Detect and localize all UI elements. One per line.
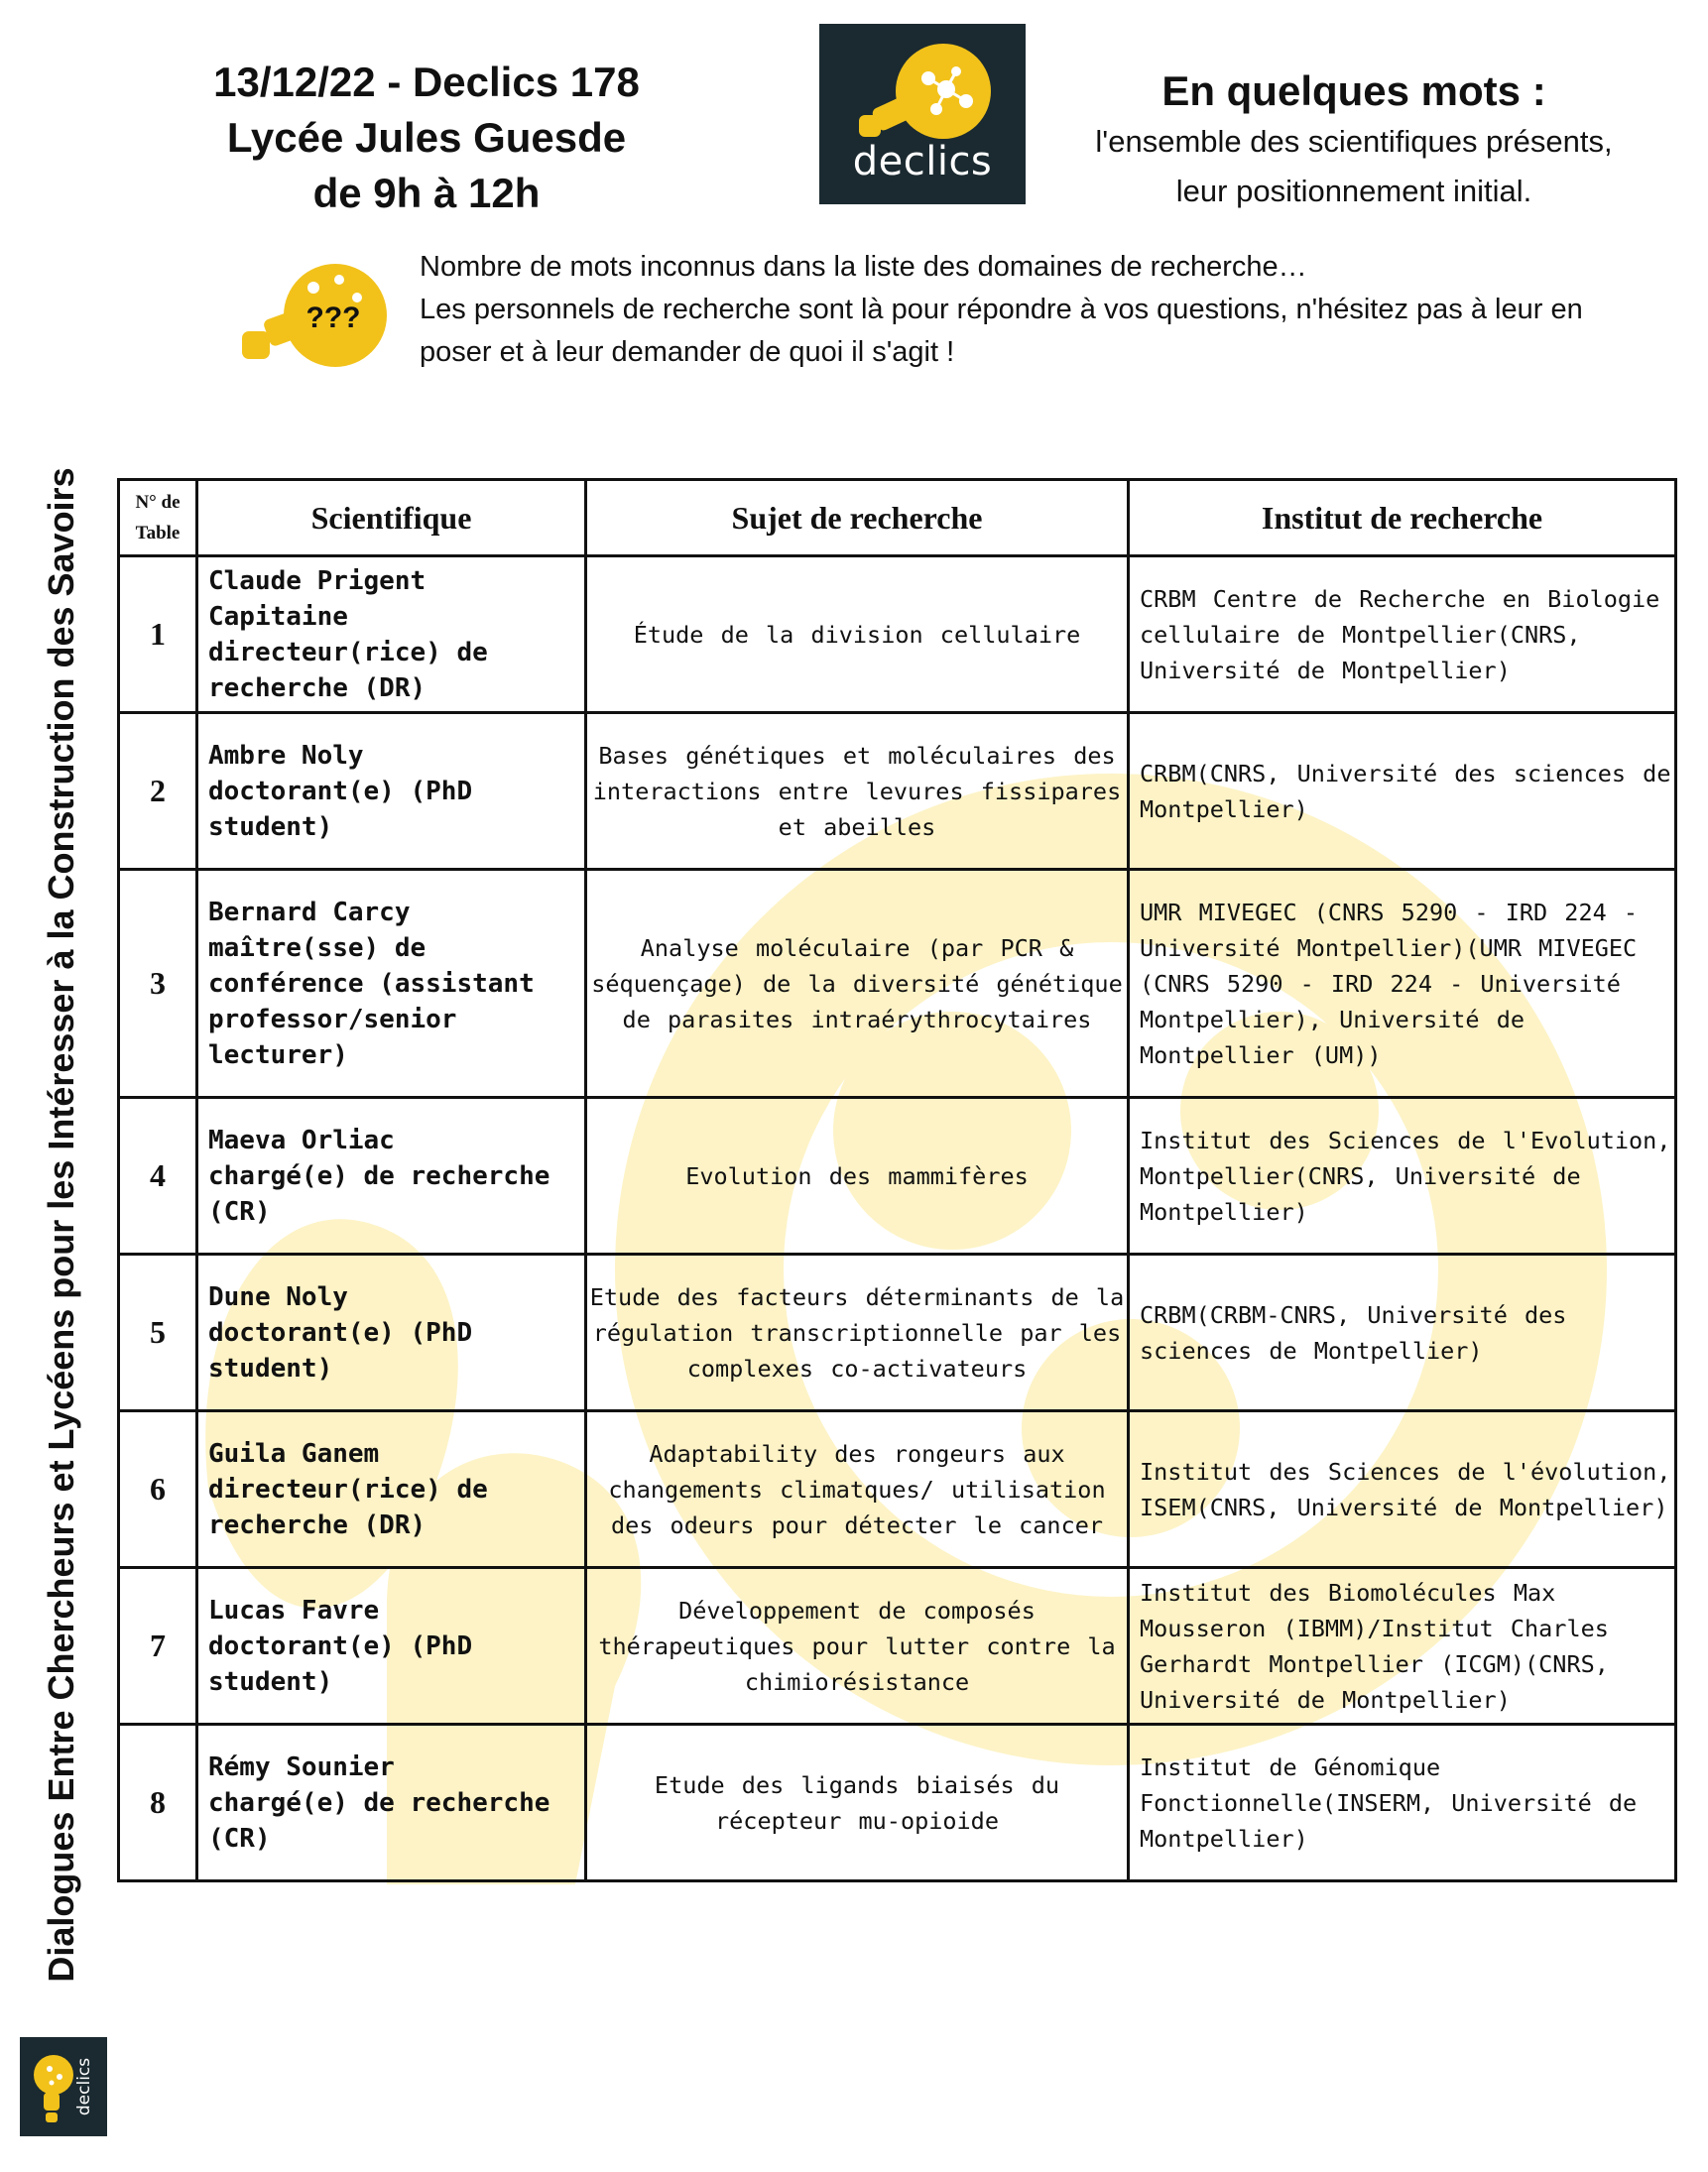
scientist-cell [197, 1725, 586, 1881]
scientist-cell [197, 1098, 586, 1255]
header-institute: Institut de recherche [1129, 480, 1676, 556]
scientist-name: Dune Noly [208, 1281, 348, 1312]
table-number: 6 [119, 1411, 197, 1568]
event-time: de 9h à 12h [312, 170, 541, 216]
research-institute: CRBM(CNRS, Université des sciences de Montpellier) [1129, 713, 1676, 870]
question-bulb-icon [236, 262, 393, 369]
event-info [169, 55, 684, 221]
table-row [119, 1098, 1676, 1255]
header-table-number [119, 480, 197, 556]
scientist-role: doctorant(e) (PhD student) [208, 1317, 473, 1384]
table-number: 8 [119, 1725, 197, 1881]
summary-title: En quelques mots : [1161, 67, 1546, 114]
side-title: Dialogues Entre Chercheurs et Lycéens pour les Intéresser à la Construction des Savoirs [41, 467, 81, 1983]
summary-text [1056, 117, 1651, 216]
research-topic: Bases génétiques et moléculaires des interactions entre levures fissipares et abeilles [586, 713, 1129, 870]
scientist-name: Maeva Orliac [208, 1125, 395, 1155]
table-number: 2 [119, 713, 197, 870]
scientist-name: Guila Ganem [208, 1438, 380, 1469]
note-text [420, 246, 1659, 374]
table-row [119, 713, 1676, 870]
research-institute: Institut des Sciences de l'évolution, ISEM(CNRS, Université de Montpellier) [1129, 1411, 1676, 1568]
research-institute: Institut de Génomique Fonctionnelle(INSERM, Université de Montpellier) [1129, 1725, 1676, 1881]
research-institute: Institut des Sciences de l'Evolution, Montpellier(CNRS, Université de Montpellier) [1129, 1098, 1676, 1255]
scientist-name: Bernard Carcy [208, 897, 411, 927]
research-topic: Développement de composés thérapeutiques pour lutter contre la chimiorésistance [586, 1568, 1129, 1725]
table-number: 5 [119, 1255, 197, 1411]
scientist-role: doctorant(e) (PhD student) [208, 776, 473, 842]
research-topic: Etude des ligands biaisés du récepteur mu-opioide [586, 1725, 1129, 1881]
scientist-cell [197, 1255, 586, 1411]
table-number: 7 [119, 1568, 197, 1725]
note-line: Nombre de mots inconnus dans la liste des domaines de recherche… [420, 251, 1307, 283]
research-topic: Evolution des mammifères [586, 1098, 1129, 1255]
header-scientist: Scientifique [197, 480, 586, 556]
table-row [119, 870, 1676, 1098]
header-topic: Sujet de recherche [586, 480, 1129, 556]
scientist-role: directeur(rice) de recherche (DR) [208, 637, 488, 703]
scientist-cell [197, 556, 586, 713]
header-num-line: N° de [135, 492, 181, 513]
summary-line: l'ensemble des scientifiques présents, [1095, 124, 1613, 159]
summary-line: leur positionnement initial. [1175, 174, 1532, 208]
table-number: 4 [119, 1098, 197, 1255]
scientist-name: Claude Prigent Capitaine [208, 565, 427, 632]
event-location: Lycée Jules Guesde [226, 114, 627, 161]
scientist-role: chargé(e) de recherche (CR) [208, 1787, 550, 1854]
table-row [119, 1411, 1676, 1568]
scientists-table [117, 478, 1677, 1882]
table-header-row [119, 480, 1676, 556]
note-line: Les personnels de recherche sont là pour répondre à vos questions, n'hésitez pas à leur en poser et à leur demander de quoi il s'agit ! [420, 294, 1583, 368]
research-topic: Étude de la division cellulaire [586, 556, 1129, 713]
scientist-cell [197, 1411, 586, 1568]
research-topic: Etude des facteurs déterminants de la régulation transcriptionnelle par les complexes co-activateurs [586, 1255, 1129, 1411]
research-institute: UMR MIVEGEC (CNRS 5290 - IRD 224 - Université Montpellier)(UMR MIVEGEC (CNRS 5290 - IRD 224 - Université Montpellier), Université de Montpellier (UM)) [1129, 870, 1676, 1098]
research-topic: Adaptability des rongeurs aux changements climatques/ utilisation des odeurs pour détecter le cancer [586, 1411, 1129, 1568]
scientist-cell [197, 1568, 586, 1725]
side-logo-label: declics [74, 2057, 94, 2116]
table-row [119, 556, 1676, 713]
side-logo [20, 2037, 107, 2136]
research-institute: CRBM Centre de Recherche en Biologie cellulaire de Montpellier(CNRS, Université de Montpellier) [1129, 556, 1676, 713]
table-row [119, 1255, 1676, 1411]
research-topic: Analyse moléculaire (par PCR & séquençage) de la diversité génétique de parasites intraérythrocytaires [586, 870, 1129, 1098]
scientist-role: doctorant(e) (PhD student) [208, 1630, 473, 1697]
scientist-cell [197, 713, 586, 870]
scientist-name: Rémy Sounier [208, 1751, 395, 1782]
table-row [119, 1568, 1676, 1725]
research-institute: Institut des Biomolécules Max Mousseron (IBMM)/Institut Charles Gerhardt Montpellier (ICGM)(CNRS, Université de Montpellier) [1129, 1568, 1676, 1725]
logo-label: declics [852, 139, 993, 184]
scientist-name: Lucas Favre [208, 1595, 380, 1626]
question-marks: ??? [305, 302, 361, 334]
scientist-cell [197, 870, 586, 1098]
table-row [119, 1725, 1676, 1881]
header-num-line: Table [135, 523, 181, 543]
scientist-role: directeur(rice) de recherche (DR) [208, 1474, 488, 1540]
event-date-title: 13/12/22 - Declics 178 [213, 59, 640, 105]
table-number: 1 [119, 556, 197, 713]
lightbulb-icon [20, 2037, 107, 2136]
scientist-role: chargé(e) de recherche (CR) [208, 1160, 550, 1227]
research-institute: CRBM(CRBM-CNRS, Université des sciences de Montpellier) [1129, 1255, 1676, 1411]
table-number: 3 [119, 870, 197, 1098]
scientist-role: maître(sse) de conférence (assistant professor/senior lecturer) [208, 932, 535, 1070]
scientist-name: Ambre Noly [208, 740, 364, 771]
